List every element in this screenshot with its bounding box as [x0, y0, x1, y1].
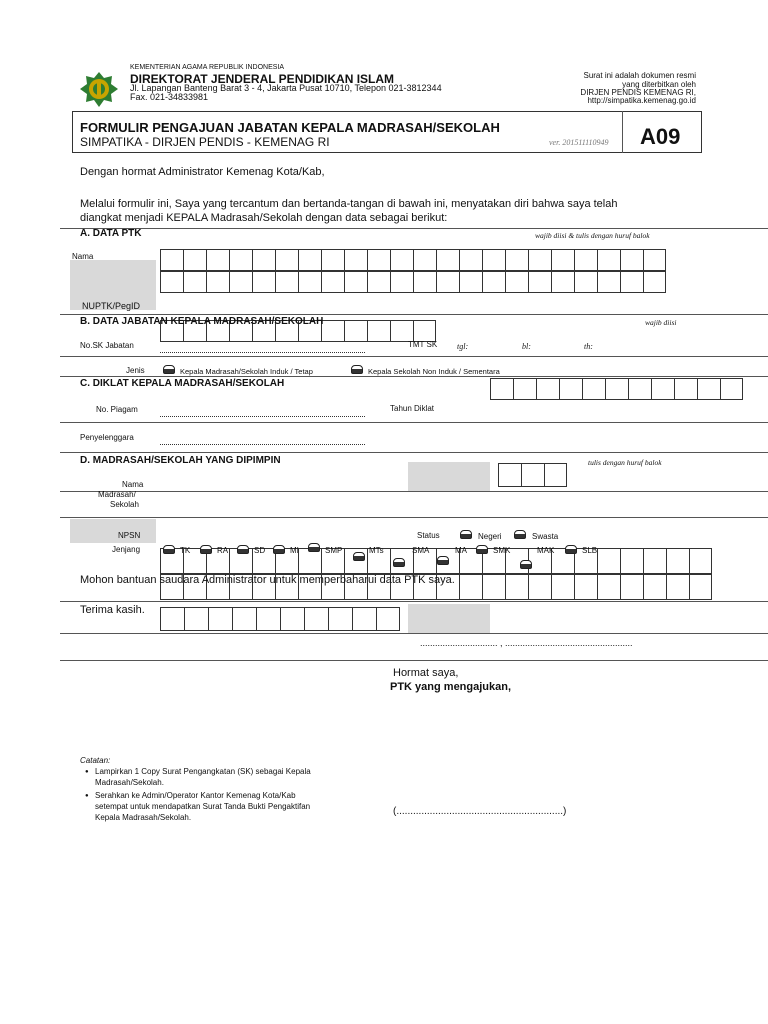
directorate-name: DIREKTORAT JENDERAL PENDIDIKAN ISLAM: [130, 72, 395, 86]
jenjang-ma-label: MA: [455, 546, 467, 555]
jenjang-mak-label: MAK: [537, 546, 555, 555]
form-subtitle: SIMPATIKA - DIRJEN PENDIS - KEMENAG RI: [80, 135, 330, 149]
jenis-label: Jenis: [126, 366, 145, 375]
official-note-2: yang diterbitkan oleh: [622, 80, 696, 89]
status-label: Status: [417, 531, 440, 540]
intro-line-2: diangkat menjadi KEPALA Madrasah/Sekolah dengan data sebagai berikut:: [80, 212, 448, 224]
bl-label: bl:: [522, 342, 531, 351]
status-negeri-checkbox[interactable]: [460, 530, 472, 539]
jenjang-sd-checkbox[interactable]: [237, 545, 249, 554]
jenjang-smk-checkbox[interactable]: [476, 545, 488, 554]
official-note-4: http://simpatika.kemenag.go.id: [587, 96, 696, 105]
jenjang-tk-checkbox[interactable]: [163, 545, 175, 554]
jenjang-sd-label: SD: [254, 546, 266, 555]
jenjang-sma-checkbox[interactable]: [393, 558, 405, 567]
nama-boxes-row-1[interactable]: [160, 249, 666, 271]
jenjang-smp-label: SMP: [325, 546, 343, 555]
nama-madrasah-label-1: Nama: [122, 480, 144, 489]
section-a-hint: wajib diisi & tulis dengan huruf balok: [535, 231, 650, 240]
status-negeri-label: Negeri: [478, 532, 502, 541]
intro-line-1: Melalui formulir ini, Saya yang tercantum dan bertanda-tangan di bawah ini, menyatakan diri bahwa saya telah: [80, 198, 618, 210]
greeting: Dengan hormat Administrator Kemenag Kota/Kab,: [80, 166, 325, 178]
jenjang-sma-label: SMA: [412, 546, 430, 555]
ministry-name: KEMENTERIAN AGAMA REPUBLIK INDONESIA: [130, 64, 285, 71]
bottom-gray-block: [408, 604, 490, 634]
piagam-field[interactable]: [160, 416, 365, 417]
form-version: ver. 201511110949: [549, 138, 609, 147]
section-b-title: B. DATA JABATAN KEPALA MADRASAH/SEKOLAH: [80, 316, 324, 327]
piagam-label: No. Piagam: [96, 405, 138, 414]
section-d-gray-block: [408, 462, 490, 492]
sk-jabatan-label: No.SK Jabatan: [80, 341, 134, 350]
signature-line: (............................................................): [393, 806, 567, 817]
form-code: A09: [640, 124, 681, 149]
jenjang-slb-checkbox[interactable]: [565, 545, 577, 554]
note-2-line-2: setempat untuk mendapatkan Surat Tanda Bukti Pengaktifan: [95, 802, 311, 811]
tahun-diklat-label: Tahun Diklat: [390, 404, 435, 413]
jenjang-ra-label: RA: [217, 546, 229, 555]
nama-madrasah-label-2: Madrasah/: [98, 490, 136, 499]
jenjang-slb-label: SLB: [582, 546, 598, 555]
note-1-line-2: Madrasah/Sekolah.: [95, 778, 164, 787]
nama-boxes-row-2[interactable]: [160, 271, 666, 293]
section-d-hint: tulis dengan huruf balok: [588, 458, 662, 467]
status-swasta-checkbox[interactable]: [514, 530, 526, 539]
jenjang-mi-label: MI: [290, 546, 299, 555]
section-b-hint: wajib diisi: [645, 318, 677, 327]
jenjang-tk-label: TK: [180, 546, 191, 555]
form-title: FORMULIR PENGAJUAN JABATAN KEPALA MADRASAH/SEKOLAH: [80, 120, 500, 135]
th-label: th:: [584, 342, 593, 351]
section-c-title: C. DIKLAT KEPALA MADRASAH/SEKOLAH: [80, 378, 285, 389]
sk-jabatan-field[interactable]: [160, 352, 365, 353]
jenjang-mak-checkbox[interactable]: [520, 560, 532, 569]
official-note-3: DIRJEN PENDIS KEMENAG RI,: [580, 88, 696, 97]
status-swasta-label: Swasta: [532, 532, 559, 541]
jenis-opt-1: Kepala Madrasah/Sekolah Induk / Tetap: [180, 367, 313, 376]
jenis-opt-2: Kepala Sekolah Non Induk / Sementara: [368, 367, 500, 376]
official-note-1: Surat ini adalah dokumen resmi: [583, 71, 696, 80]
section-a-title: A. DATA PTK: [80, 228, 142, 239]
jenjang-mts-label: MTs: [369, 546, 384, 555]
note-1-line-1: ● Lampirkan 1 Copy Surat Pengangkatan (SK) sebagai Kepala: [95, 767, 311, 776]
jenjang-label: Jenjang: [112, 545, 141, 554]
place-date: ............................... , ...................................................: [420, 638, 633, 648]
bottom-boxes[interactable]: [160, 607, 400, 631]
penyelenggara-label: Penyelenggara: [80, 433, 134, 442]
jenjang-mts-checkbox[interactable]: [353, 552, 365, 561]
tmt-sk-label: TMT SK: [408, 340, 438, 349]
notes-heading: Catatan:: [80, 756, 111, 765]
jenjang-ra-checkbox[interactable]: [200, 545, 212, 554]
address: Jl. Lapangan Banteng Barat 3 - 4, Jakarta Pusat 10710, Telepon 021-3812344: [130, 83, 442, 93]
fax: Fax. 021-34833981: [130, 92, 209, 102]
npsn-label-bg: [70, 519, 156, 543]
jenis-induk-checkbox[interactable]: [163, 365, 175, 374]
thanks-text: Terima kasih.: [80, 604, 145, 616]
note-2-line-1: ● Serahkan ke Admin/Operator Kantor Kemenag Kota/Kab: [95, 791, 296, 800]
closing: Hormat saya,: [393, 667, 459, 679]
npsn-label: NPSN: [118, 531, 141, 540]
nama-label: Nama: [72, 252, 94, 261]
note-2-line-3: Kepala Madrasah/Sekolah.: [95, 813, 192, 822]
penyelenggara-field[interactable]: [160, 444, 365, 445]
signer: PTK yang mengajukan,: [390, 681, 512, 693]
madrasah-code-boxes[interactable]: [498, 463, 567, 487]
tgl-label: tgl:: [457, 342, 469, 351]
kemenag-logo: [78, 70, 120, 110]
jenjang-mi-checkbox[interactable]: [273, 545, 285, 554]
request-text: Mohon bantuan saudara Administrator untuk memperbaharui data PTK saya.: [80, 574, 455, 586]
tahun-diklat-boxes[interactable]: [490, 378, 743, 400]
jenjang-smp-checkbox[interactable]: [308, 543, 320, 552]
nuptk-label: NUPTK/PegID: [82, 301, 141, 311]
jenjang-ma-checkbox[interactable]: [437, 556, 449, 565]
jenjang-smk-label: SMK: [493, 546, 511, 555]
jenis-non-induk-checkbox[interactable]: [351, 365, 363, 374]
section-d-title: D. MADRASAH/SEKOLAH YANG DIPIMPIN: [80, 455, 281, 466]
nama-madrasah-label-3: Sekolah: [110, 500, 139, 509]
